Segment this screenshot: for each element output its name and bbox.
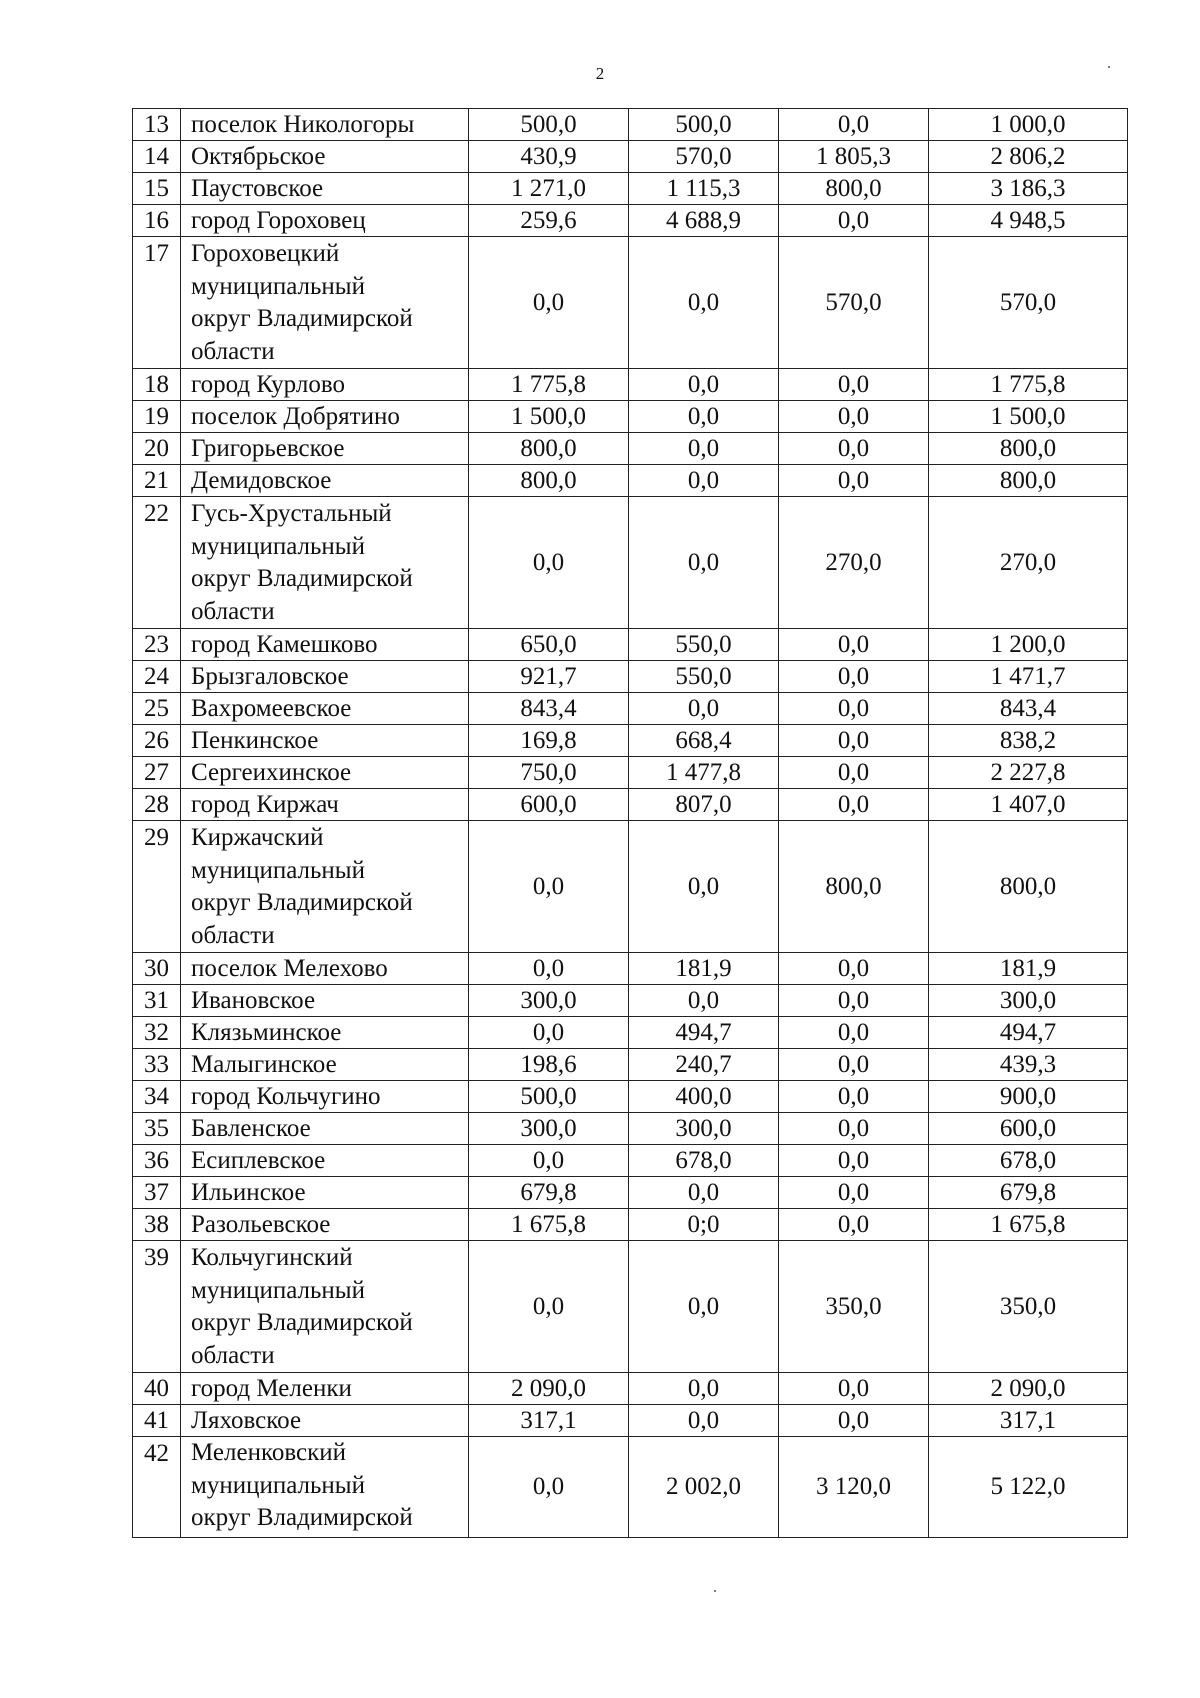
value-cell-2: 0,0 [629,1405,779,1437]
municipality-name-cell: поселок Мелехово [181,953,469,985]
table-row [133,205,1128,237]
value-cell-1: 921,7 [469,661,629,693]
row-number-cell: 33 [133,1049,181,1081]
value-cell-1: 600,0 [469,789,629,821]
value-cell-3: 0,0 [779,1177,929,1209]
value-cell-2: 0,0 [629,433,779,465]
total-value-cell: 843,4 [929,693,1128,725]
row-number-cell: 36 [133,1145,181,1177]
value-cell-2: 1 477,8 [629,757,779,789]
row-number-cell: 41 [133,1405,181,1437]
value-cell-2: 2 002,0 [629,1437,779,1538]
row-number-cell: 24 [133,661,181,693]
value-cell-1: 169,8 [469,725,629,757]
value-cell-3: 0,0 [779,1113,929,1145]
municipality-name-cell: Ивановское [181,985,469,1017]
table-row [133,1209,1128,1241]
municipality-name-cell: Паустовское [181,173,469,205]
total-value-cell: 2 090,0 [929,1373,1128,1405]
municipality-name-cell: город Камешково [181,629,469,661]
municipality-name-cell: Киржачский муниципальный округ Владимирской области [181,821,469,953]
value-cell-1: 650,0 [469,629,629,661]
municipality-name-cell: Клязьминское [181,1017,469,1049]
municipality-name-cell: Бавленское [181,1113,469,1145]
value-cell-1: 1 675,8 [469,1209,629,1241]
value-cell-3: 0,0 [779,1145,929,1177]
table-row [133,789,1128,821]
value-cell-1: 0,0 [469,1437,629,1538]
row-number-cell: 16 [133,205,181,237]
municipality-name-cell: город Киржач [181,789,469,821]
row-number-cell: 38 [133,1209,181,1241]
row-number-cell: 23 [133,629,181,661]
total-value-cell: 494,7 [929,1017,1128,1049]
value-cell-2: 570,0 [629,141,779,173]
table-row [133,369,1128,401]
row-number-cell: 29 [133,821,181,953]
value-cell-2: 807,0 [629,789,779,821]
table-row [133,1241,1128,1373]
table-body [133,109,1128,1538]
allocation-table [132,108,1128,1538]
row-number-cell: 39 [133,1241,181,1373]
value-cell-2: 240,7 [629,1049,779,1081]
value-cell-2: 550,0 [629,629,779,661]
value-cell-2: 0,0 [629,465,779,497]
municipality-name-cell: Демидовское [181,465,469,497]
value-cell-2: 0,0 [629,821,779,953]
value-cell-2: 0,0 [629,497,779,629]
value-cell-2: 4 688,9 [629,205,779,237]
total-value-cell: 838,2 [929,725,1128,757]
value-cell-2: 494,7 [629,1017,779,1049]
value-cell-1: 1 500,0 [469,401,629,433]
row-number-cell: 40 [133,1373,181,1405]
table-row [133,237,1128,369]
total-value-cell: 600,0 [929,1113,1128,1145]
value-cell-3: 0,0 [779,1373,929,1405]
value-cell-2: 0,0 [629,1373,779,1405]
value-cell-1: 430,9 [469,141,629,173]
row-number-cell: 32 [133,1017,181,1049]
table-row [133,109,1128,141]
table-row [133,1437,1128,1538]
total-value-cell: 317,1 [929,1405,1128,1437]
municipality-name-cell: город Меленки [181,1373,469,1405]
municipality-name-cell: Кольчугинский муниципальный округ Владимирской области [181,1241,469,1373]
table-row [133,1177,1128,1209]
value-cell-3: 0,0 [779,1209,929,1241]
value-cell-2: 0,0 [629,1241,779,1373]
value-cell-3: 0,0 [779,629,929,661]
total-value-cell: 1 775,8 [929,369,1128,401]
table-row [133,629,1128,661]
value-cell-2: 0,0 [629,369,779,401]
municipality-name-cell: поселок Добрятино [181,401,469,433]
total-value-cell: 350,0 [929,1241,1128,1373]
value-cell-3: 350,0 [779,1241,929,1373]
value-cell-1: 750,0 [469,757,629,789]
value-cell-2: 0;0 [629,1209,779,1241]
total-value-cell: 4 948,5 [929,205,1128,237]
row-number-cell: 19 [133,401,181,433]
total-value-cell: 300,0 [929,985,1128,1017]
table-row [133,465,1128,497]
table-row [133,693,1128,725]
value-cell-1: 1 775,8 [469,369,629,401]
table-row [133,661,1128,693]
table-row [133,985,1128,1017]
total-value-cell: 800,0 [929,821,1128,953]
municipality-name-cell: Меленковский муниципальный округ Владимирской [181,1437,469,1538]
scan-speck [1108,66,1110,68]
value-cell-3: 0,0 [779,109,929,141]
total-value-cell: 800,0 [929,433,1128,465]
municipality-name-cell: Октябрьское [181,141,469,173]
value-cell-3: 1 805,3 [779,141,929,173]
row-number-cell: 35 [133,1113,181,1145]
value-cell-3: 0,0 [779,1405,929,1437]
value-cell-3: 0,0 [779,985,929,1017]
value-cell-3: 0,0 [779,789,929,821]
table-row [133,725,1128,757]
value-cell-2: 0,0 [629,237,779,369]
total-value-cell: 1 500,0 [929,401,1128,433]
row-number-cell: 42 [133,1437,181,1538]
value-cell-1: 0,0 [469,237,629,369]
municipality-name-cell: город Кольчугино [181,1081,469,1113]
value-cell-3: 570,0 [779,237,929,369]
municipality-name-cell: Малыгинское [181,1049,469,1081]
value-cell-1: 0,0 [469,953,629,985]
value-cell-3: 0,0 [779,1049,929,1081]
value-cell-2: 0,0 [629,985,779,1017]
value-cell-1: 500,0 [469,109,629,141]
value-cell-3: 0,0 [779,465,929,497]
value-cell-1: 843,4 [469,693,629,725]
value-cell-3: 0,0 [779,953,929,985]
table-row [133,953,1128,985]
row-number-cell: 22 [133,497,181,629]
table-row [133,1049,1128,1081]
total-value-cell: 800,0 [929,465,1128,497]
value-cell-3: 0,0 [779,205,929,237]
row-number-cell: 30 [133,953,181,985]
value-cell-1: 2 090,0 [469,1373,629,1405]
value-cell-2: 500,0 [629,109,779,141]
row-number-cell: 17 [133,237,181,369]
page-number: 2 [595,64,605,83]
total-value-cell: 678,0 [929,1145,1128,1177]
value-cell-1: 0,0 [469,1017,629,1049]
table-row [133,1017,1128,1049]
row-number-cell: 34 [133,1081,181,1113]
value-cell-1: 259,6 [469,205,629,237]
value-cell-3: 0,0 [779,1081,929,1113]
value-cell-2: 400,0 [629,1081,779,1113]
total-value-cell: 1 675,8 [929,1209,1128,1241]
table-row [133,401,1128,433]
value-cell-2: 300,0 [629,1113,779,1145]
value-cell-1: 0,0 [469,1241,629,1373]
value-cell-2: 181,9 [629,953,779,985]
table-row [133,1113,1128,1145]
table-row [133,1145,1128,1177]
value-cell-3: 0,0 [779,369,929,401]
value-cell-3: 3 120,0 [779,1437,929,1538]
municipality-name-cell: город Курлово [181,369,469,401]
table-row [133,141,1128,173]
total-value-cell: 1 000,0 [929,109,1128,141]
value-cell-3: 0,0 [779,725,929,757]
municipality-name-cell: Брызгаловское [181,661,469,693]
value-cell-1: 300,0 [469,1113,629,1145]
value-cell-1: 0,0 [469,1145,629,1177]
value-cell-1: 198,6 [469,1049,629,1081]
value-cell-3: 0,0 [779,1017,929,1049]
value-cell-2: 0,0 [629,401,779,433]
total-value-cell: 2 227,8 [929,757,1128,789]
value-cell-2: 550,0 [629,661,779,693]
table-row [133,821,1128,953]
table-row [133,1081,1128,1113]
total-value-cell: 439,3 [929,1049,1128,1081]
value-cell-2: 1 115,3 [629,173,779,205]
value-cell-3: 270,0 [779,497,929,629]
value-cell-2: 0,0 [629,693,779,725]
value-cell-3: 0,0 [779,757,929,789]
scan-speck [714,1590,716,1592]
value-cell-1: 0,0 [469,497,629,629]
value-cell-1: 0,0 [469,821,629,953]
value-cell-2: 0,0 [629,1177,779,1209]
total-value-cell: 1 200,0 [929,629,1128,661]
total-value-cell: 900,0 [929,1081,1128,1113]
municipality-name-cell: Григорьевское [181,433,469,465]
row-number-cell: 37 [133,1177,181,1209]
row-number-cell: 21 [133,465,181,497]
total-value-cell: 270,0 [929,497,1128,629]
municipality-name-cell: Разольевское [181,1209,469,1241]
value-cell-3: 0,0 [779,433,929,465]
value-cell-1: 300,0 [469,985,629,1017]
total-value-cell: 1 407,0 [929,789,1128,821]
value-cell-3: 0,0 [779,661,929,693]
municipality-name-cell: Гусь-Хрустальный муниципальный округ Владимирской области [181,497,469,629]
value-cell-1: 800,0 [469,465,629,497]
row-number-cell: 20 [133,433,181,465]
table-row [133,433,1128,465]
municipality-name-cell: Ляховское [181,1405,469,1437]
row-number-cell: 28 [133,789,181,821]
value-cell-1: 800,0 [469,433,629,465]
value-cell-3: 0,0 [779,693,929,725]
value-cell-1: 500,0 [469,1081,629,1113]
municipality-name-cell: Есиплевское [181,1145,469,1177]
row-number-cell: 18 [133,369,181,401]
row-number-cell: 31 [133,985,181,1017]
municipality-name-cell: Вахромеевское [181,693,469,725]
value-cell-1: 1 271,0 [469,173,629,205]
total-value-cell: 679,8 [929,1177,1128,1209]
row-number-cell: 25 [133,693,181,725]
table-row [133,497,1128,629]
table-row [133,757,1128,789]
value-cell-2: 678,0 [629,1145,779,1177]
value-cell-1: 317,1 [469,1405,629,1437]
municipality-name-cell: Пенкинское [181,725,469,757]
total-value-cell: 570,0 [929,237,1128,369]
value-cell-3: 800,0 [779,173,929,205]
table-row [133,1405,1128,1437]
row-number-cell: 26 [133,725,181,757]
municipality-name-cell: Сергеихинское [181,757,469,789]
row-number-cell: 27 [133,757,181,789]
row-number-cell: 14 [133,141,181,173]
row-number-cell: 15 [133,173,181,205]
table-row [133,173,1128,205]
value-cell-3: 0,0 [779,401,929,433]
municipality-name-cell: Ильинское [181,1177,469,1209]
table-row [133,1373,1128,1405]
value-cell-3: 800,0 [779,821,929,953]
total-value-cell: 1 471,7 [929,661,1128,693]
value-cell-2: 668,4 [629,725,779,757]
municipality-name-cell: город Гороховец [181,205,469,237]
value-cell-1: 679,8 [469,1177,629,1209]
row-number-cell: 13 [133,109,181,141]
total-value-cell: 5 122,0 [929,1437,1128,1538]
municipality-name-cell: поселок Никологоры [181,109,469,141]
total-value-cell: 3 186,3 [929,173,1128,205]
municipality-name-cell: Гороховецкий муниципальный округ Владимирской области [181,237,469,369]
total-value-cell: 181,9 [929,953,1128,985]
total-value-cell: 2 806,2 [929,141,1128,173]
